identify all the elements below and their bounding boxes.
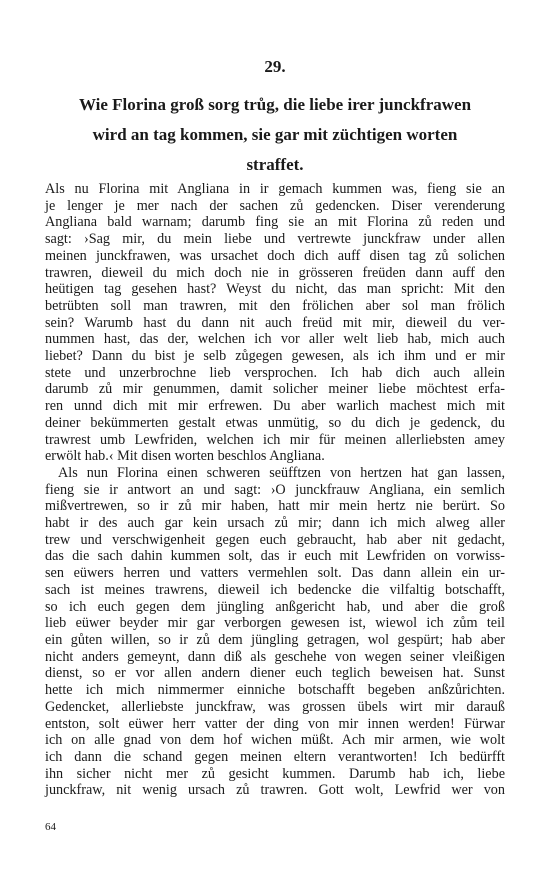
text-line: junckfraw, nit wenig ursach zů trawren. Gott wolt, Lewfrid wer von [45, 782, 505, 799]
text-line: meinen junckfrawen, was ursachet doch dich auff disen tag zů solichen [45, 247, 505, 264]
text-line: habt ir des auch gar kein ursach zů mir; dann ich mich alweg aller [45, 515, 505, 532]
chapter-title-line: Wie Florina groß sorg trůg, die liebe irer junckfrawen [78, 95, 472, 114]
text-line: lieb eüwer beyder mir gar verborgen gewesen ist, wiewol ich zům teil [45, 615, 505, 632]
text-line: stete und unzerbrochne lieb versprochen. Ich hab dich auch allein [45, 364, 505, 381]
text-line: mißvertrewen, so ir zů mir haben, hatt mir mein hertz nie berürt. So [45, 498, 505, 515]
chapter-title [45, 90, 505, 180]
text-line: je lenger je mer nach der sachen zů gedencken. Diser verenderung [45, 197, 505, 214]
text-line: trawrest umb Lewfriden, welchen ich mir für meinen allerliebsten amey [45, 431, 505, 448]
text-line: ich on alle gnad von dem hof wichen müßt. Ach mir armen, wie wolt [45, 732, 505, 749]
text-line: Gedencket, allerliebste junckfraw, was grossen übels wirt mir darauß [45, 698, 505, 715]
text-line: das die sach dahin kummen solt, das ir euch mit Lewfriden on vorwiss- [45, 548, 505, 565]
text-line: hette ich mich nimmermer einniche botschafft begeben anßzůrichten. [45, 682, 505, 699]
page-number: 64 [45, 821, 56, 833]
text-line: ich dann die schand gegen meinen eltern verantworten! Ich bedürfft [45, 748, 505, 765]
chapter-title-line: straffet. [246, 155, 304, 174]
text-line: sein? Warumb hast du dann nit auch freüd mit mir, dieweil du ver- [45, 314, 505, 331]
text-line: Als nun Florina einen schweren seüfftzen von hertzen hat gan lassen, [58, 464, 505, 481]
text-line: liebet? Dann du bist je selb zůgegen gewesen, als ich ihm und er mir [45, 348, 505, 365]
text-line: sach ist meines trawrens, dieweil ich bedencke die vilfaltig botschafft, [45, 581, 505, 598]
text-line: nicht anders gemeynt, dann diß als geschehe von wegen seiner vleißigen [45, 648, 505, 665]
text-line: sen eüwers herren und vatters vermehlen solt. Das dann allein ein ur- [45, 565, 505, 582]
chapter-title-line: wird an tag kommen, sie gar mit züchtigen worten [92, 125, 458, 144]
text-line: betrübten soll man trawren, mit den frölichen aber sol man frölich [45, 297, 505, 314]
text-line: ihn sicher nicht mer zů gesicht kummen. Darumb hab ich, liebe [45, 765, 505, 782]
text-line: Angliana bald warnam; darumb fing sie an mit Florina zů reden und [45, 214, 505, 231]
text-line: nummen hast, das der, welchen ich vor aller welt lieb hab, mich auch [45, 331, 505, 348]
text-line: Als nu Florina mit Angliana in ir gemach kummen was, fieng sie an [45, 181, 505, 197]
text-line: entston, solt eüwer herr vatter der ding von mir innen werden! Fürwar [45, 715, 505, 732]
text-line: ren unnd dich mit mir erfrewen. Du aber warlich machest mich mit [45, 398, 505, 415]
text-line: ein gůten willen, so ir zů dem jüngling getragen, wol gespürt; hab aber [45, 631, 505, 648]
text-line: sagt: ›Sag mir, du mein liebe und vertrewte junckfraw under allen [45, 231, 505, 248]
text-line: trew und verschwigenheit gegen euch gebraucht, hab aber nit gedacht, [45, 531, 505, 548]
body-text [45, 181, 505, 799]
text-line: darumb zů mir genummen, damit solicher meiner liebe möchtest erfa- [45, 381, 505, 398]
chapter-number: 29. [264, 57, 286, 76]
text-line: erwölt hab.‹ Mit disen worten beschlos Angliana. [45, 448, 325, 465]
text-line: heütigen tag gesehen hast? Weyst du nicht, das man spricht: Mit den [45, 281, 505, 298]
text-line: dienst, so er vor allen andern diener euch teglich beweisen hat. Sunst [45, 665, 505, 682]
text-line: deiner bekümmerten gestalt etwas unmütig, so du dich je gedenck, du [45, 414, 505, 431]
text-line: so ich euch gegen dem jüngling anßgericht hab, und aber die groß [45, 598, 505, 615]
text-line: trawren, dieweil du mich doch nie in grösseren freüden dann auff den [45, 264, 505, 281]
text-line: fieng sie ir antwort an und sagt: ›O junckfrauw Angliana, ein semlich [45, 481, 505, 498]
